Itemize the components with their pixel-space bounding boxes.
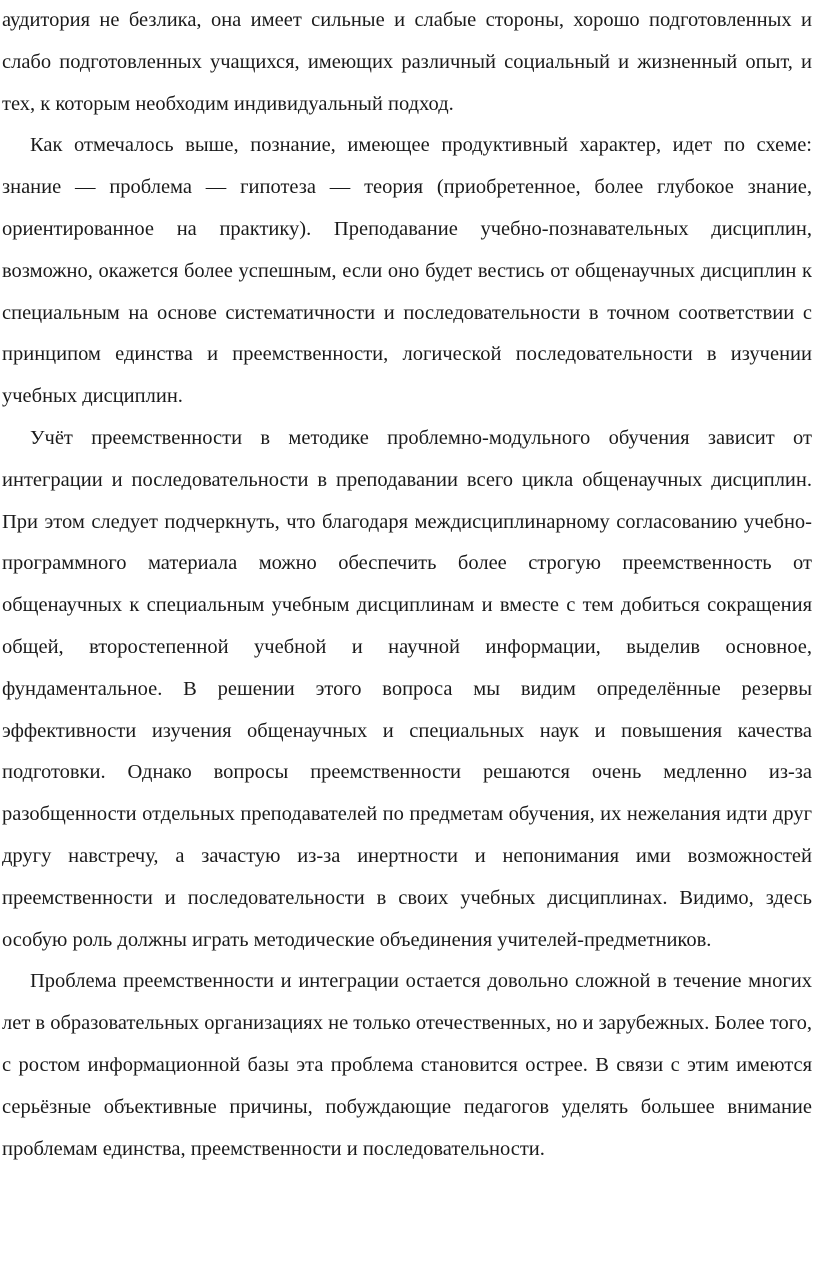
paragraph-2: Как отмечалось выше, познание, имеющее продуктивный характер, идет по схеме: знание — проблема — гипотеза — теория (приобретенное, более глубокое знание, ориентированное на практику). Преподавание учебно-познавательных дисциплин, возможно, окажется более успешным, если оно будет вестись от общенаучных дисциплин к специальным на основе систематичности и последовательности в точном соответствии с принципом единства и преемственности, логической последовательности в изучении учебных дисциплин. bbox=[2, 134, 812, 408]
paragraph-3: Учёт преемственности в методике проблемно-модульного обучения зависит от интеграции и последовательности в преподавании всего цикла общенаучных дисциплин. При этом следует подчеркнуть, что благодаря междисциплинарному согласованию учебно-программного материала можно обеспечить более строгую преемственность от общенаучных к специальным учебным дисциплинам и вместе с тем добиться сокращения общей, второстепенной учебной и научной информации, выделив основное, фундаментальное. В решении этого вопроса мы видим определённые резервы эффективности изучения общенаучных и специальных наук и повышения качества подготовки. Однако вопросы преемственности решаются очень медленно из-за разобщенности отдельных преподавателей по предметам обучения, их нежелания идти друг другу навстречу, а зачастую из-за инертности и непонимания ими возможностей преемственности и последовательности в своих учебных дисциплинах. Видимо, здесь особую роль должны играть методические объединения учителей-предметников. bbox=[2, 426, 812, 951]
paragraph-4: Проблема преемственности и интеграции остается довольно сложной в течение многих лет в образовательных организациях не только отечественных, но и зарубежных. Более того, с ростом информационной базы эта проблема становится острее. В связи с этим имеются серьёзные объективные причины, побуждающие педагогов уделять большее внимание проблемам единства, преемственности и последовательности. bbox=[2, 970, 812, 1160]
paragraph-1: аудитория не безлика, она имеет сильные и слабые стороны, хорошо подготовленных и слабо подготовленных учащихся, имеющих различный социальный и жизненный опыт, и тех, к которым необходим индивидуальный подход. bbox=[2, 9, 812, 115]
